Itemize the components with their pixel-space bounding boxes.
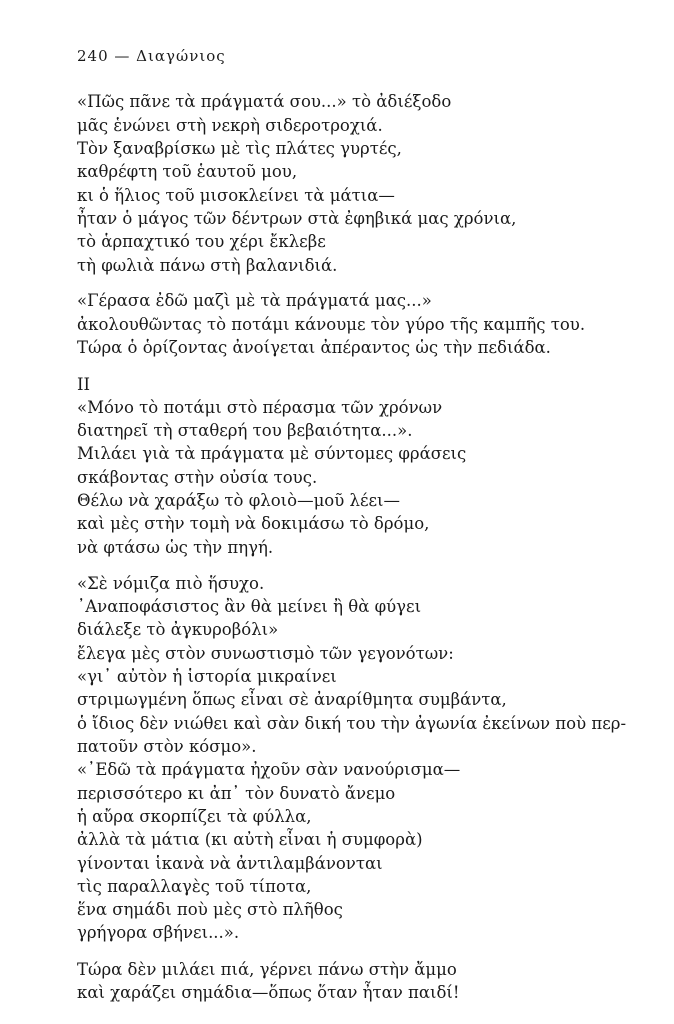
poem-line: περισσότερο κι ἀπ᾿ τὸν δυνατὸ ἄνεμο [77, 784, 396, 803]
poem-line: γίνονται ἱκανὰ νὰ ἀντιλαμβάνονται [77, 854, 383, 873]
poem-line: Θέλω νὰ χαράξω τὸ φλοιὸ—μοῦ λέει— [77, 491, 401, 510]
poem-line: καὶ χαράζει σημάδια—ὅπως ὅταν ἦταν παιδί! [77, 983, 460, 1002]
running-head: 240 — Διαγώνιος [77, 47, 226, 65]
poem-line: ᾿Αναποφάσιστος ἂν θὰ μείνει ἢ θὰ φύγει [77, 597, 422, 616]
poem-line: «γι᾿ αὐτὸν ἡ ἱστορία μικραίνει [77, 667, 337, 686]
poem-line: ἀλλὰ τὰ μάτια (κι αὐτὴ εἶναι ἡ συμφορὰ) [77, 830, 423, 849]
poem-line: Μιλάει γιὰ τὰ πράγματα μὲ σύντομες φράσεις [77, 444, 467, 463]
poem-line: κι ὁ ἥλιος τοῦ μισοκλείνει τὰ μάτια— [77, 186, 395, 205]
poem-line: ἦταν ὁ μάγος τῶν δέντρων στὰ ἐφηβικά μας χρόνια, [77, 209, 517, 228]
poem-line: Τώρα δὲν μιλάει πιά, γέρνει πάνω στὴν ἄμμο [77, 960, 457, 979]
poem-line: Τὸν ξαναβρίσκω μὲ τὶς πλάτες γυρτές, [77, 139, 402, 158]
poem-line: ἡ αὔρα σκορπίζει τὰ φύλλα, [77, 807, 312, 826]
poem-line: τὸ ἁρπαχτικό του χέρι ἔκλεβε [77, 232, 326, 251]
poem-line: στριμωγμένη ὅπως εἶναι σὲ ἀναρίθμητα συμβάντα, [77, 690, 507, 709]
poem-line: «Σὲ νόμιζα πιὸ ἥσυχο. [77, 574, 265, 593]
poem-line: «Μόνο τὸ ποτάμι στὸ πέρασμα τῶν χρόνων [77, 398, 443, 417]
poem-line: Τώρα ὁ ὁρίζοντας ἀνοίγεται ἀπέραντος ὡς τὴν πεδιάδα. [77, 338, 551, 357]
poem-line: διάλεξε τὸ ἀγκυροβόλι» [77, 620, 279, 639]
poem-line: πατοῦν στὸν κόσμο». [77, 737, 257, 756]
poem-line: σκάβοντας στὴν οὐσία τους. [77, 468, 318, 487]
poem-line: «Γέρασα ἐδῶ μαζὶ μὲ τὰ πράγματά μας...» [77, 291, 432, 310]
poem-line: ἔλεγα μὲς στὸν συνωστισμὸ τῶν γεγονότων: [77, 644, 454, 663]
section-number: ΙΙ [77, 375, 91, 394]
poem-line: μᾶς ἑνώνει στὴ νεκρὴ σιδεροτροχιά. [77, 116, 383, 135]
poem-line: ὁ ἴδιος δὲν νιώθει καὶ σὰν δική του τὴν ἀγωνία ἐκείνων ποὺ περ- [77, 714, 627, 733]
poem-line: «᾿Εδῶ τὰ πράγματα ἠχοῦν σὰν νανούρισμα— [77, 760, 461, 779]
poem-line: καθρέφτη τοῦ ἑαυτοῦ μου, [77, 162, 298, 181]
poem-line: νὰ φτάσω ὡς τὴν πηγή. [77, 538, 274, 557]
poem-line: τὶς παραλλαγὲς τοῦ τίποτα, [77, 877, 312, 896]
poem-line: διατηρεῖ τὴ σταθερή του βεβαιότητα...». [77, 421, 413, 440]
poem-line: ἀκολουθῶντας τὸ ποτάμι κάνουμε τὸν γύρο τῆς καμπῆς του. [77, 315, 586, 334]
poem-line: τὴ φωλιὰ πάνω στὴ βαλανιδιά. [77, 256, 338, 275]
poem-line: καὶ μὲς στὴν τομὴ νὰ δοκιμάσω τὸ δρόμο, [77, 514, 430, 533]
poem-line: «Πῶς πᾶνε τὰ πράγματά σου...» τὸ ἀδιέξοδο [77, 92, 452, 111]
poem-line: ἕνα σημάδι ποὺ μὲς στὸ πλῆθος [77, 900, 343, 919]
poem-line: γρήγορα σβήνει...». [77, 923, 240, 942]
